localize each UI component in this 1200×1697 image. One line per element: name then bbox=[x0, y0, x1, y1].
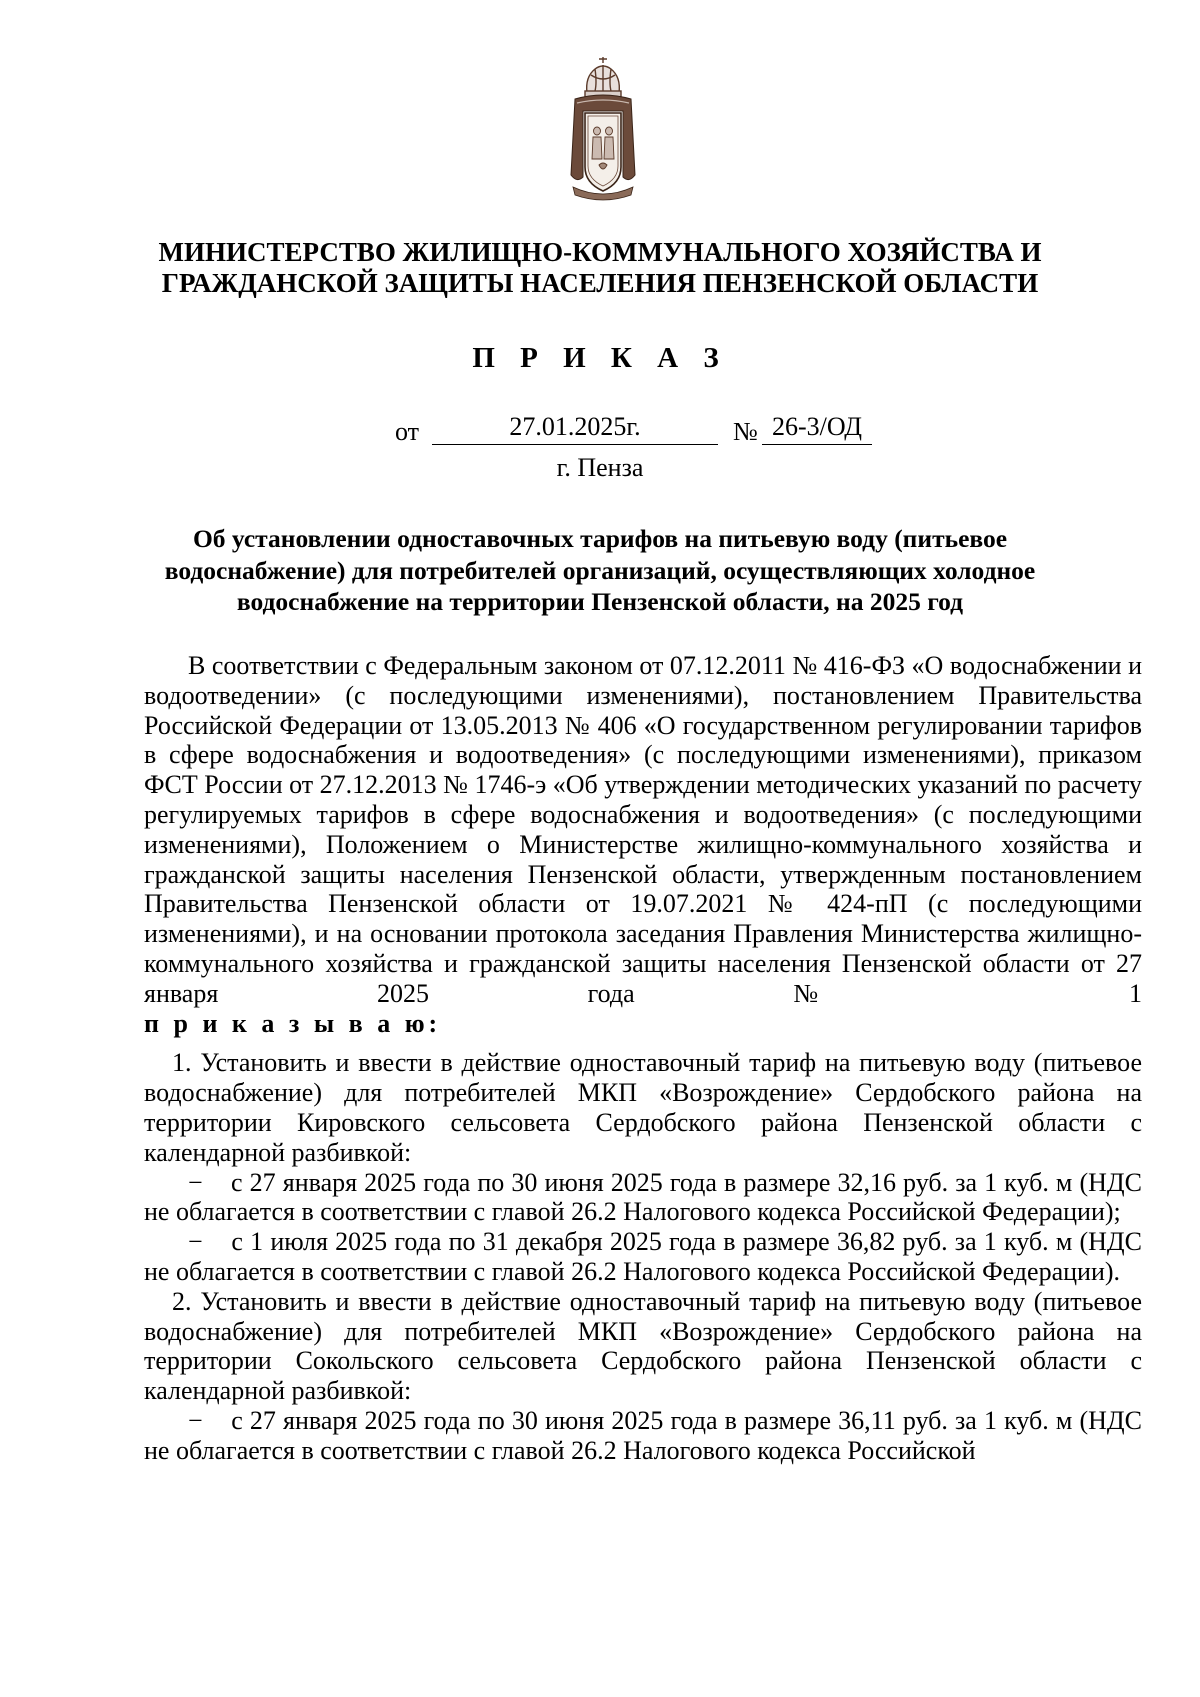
date-number-line bbox=[0, 412, 1200, 448]
item-2-paragraph: 2. Установить и ввести в действие одноставочный тариф на питьевую воду (питьевое водоснабжение) для потребителей МКП «Возрождение» Сердобского района на территории Сокольского сельсовета Сердобского района Пензенской области с календарной разбивкой: bbox=[144, 1286, 1142, 1406]
subject-line-2: водоснабжение) для потребителей организаций, осуществляющих холодное bbox=[164, 555, 1036, 585]
decree-word: п р и к а з ы в а ю: bbox=[144, 1008, 442, 1038]
subject-line-3: водоснабжение на территории Пензенской области, на 2025 год bbox=[236, 587, 964, 616]
item-1-dash-1: − с 27 января 2025 года по 30 июня 2025 года в размере 32,16 руб. за 1 куб. м (НДС не облагается в соответствии с главой 26.2 Налогового кодекса Российской Федерации); bbox=[144, 1167, 1142, 1227]
date-label: от bbox=[395, 417, 420, 446]
coat-of-arms-icon bbox=[569, 55, 637, 203]
ministry-name bbox=[100, 237, 1100, 299]
city-name: г. Пенза bbox=[556, 453, 644, 482]
order-body bbox=[144, 651, 1142, 1466]
document-type-title: П Р И К А З bbox=[472, 342, 728, 374]
order-number: 26-3/ОД bbox=[762, 412, 872, 445]
ministry-line-1: МИНИСТЕРСТВО ЖИЛИЩНО-КОММУНАЛЬНОГО ХОЗЯЙСТВА И bbox=[158, 237, 1042, 267]
item-1-dash-2: − с 1 июля 2025 года по 31 декабря 2025 года в размере 36,82 руб. за 1 куб. м (НДС не облагается в соответствии с главой 26.2 Налогового кодекса Российской Федерации). bbox=[144, 1227, 1142, 1286]
item-2-dash-1: − с 27 января 2025 года по 30 июня 2025 года в размере 36,11 руб. за 1 куб. м (НДС не облагается в соответствии с главой 26.2 Налогового кодекса Российской bbox=[144, 1405, 1142, 1465]
order-date: 27.01.2025г. bbox=[432, 412, 718, 445]
subject-line-1: Об установлении одноставочных тарифов на питьевую воду (питьевое bbox=[192, 524, 1008, 553]
ministry-line-2: ГРАЖДАНСКОЙ ЗАЩИТЫ НАСЕЛЕНИЯ ПЕНЗЕНСКОЙ ОБЛАСТИ bbox=[161, 268, 1039, 298]
item-1-paragraph: 1. Установить и ввести в действие одноставочный тариф на питьевую воду (питьевое водоснабжение) для потребителей МКП «Возрождение» Сердобского района на территории Кировского сельсовета Сердобского района Пензенской области с календарной разбивкой: bbox=[144, 1048, 1142, 1167]
order-subject bbox=[110, 523, 1090, 618]
number-label: № bbox=[733, 417, 758, 446]
preamble-paragraph: В соответствии с Федеральным законом от 07.12.2011 № 416-ФЗ «О водоснабжении и водоотведении» (с последующими изменениями), постановлением Правительства Российской Федерации от 13.05.2013 № 406 «О государственном регулировании тарифов в сфере водоснабжения и водоотведения» (с последующими изменениями), приказом ФСТ России от 27.12.2013 № 1746-э «Об утверждении методических указаний по расчету регулируемых тарифов в сфере водоснабжения и водоотведения» (с последующими изменениями), Положением о Министерстве жилищно-коммунального хозяйства и гражданской защиты населения Пензенской области, утвержденным постановлением Правительства Пензенской области от 19.07.2021 № 424-пП (с последующими изменениями), и на основании протокола заседания Правления Министерства жилищно-коммунального хозяйства и гражданской защиты населения Пензенской области от 27 января 2025 года № 1 bbox=[144, 651, 1142, 1008]
